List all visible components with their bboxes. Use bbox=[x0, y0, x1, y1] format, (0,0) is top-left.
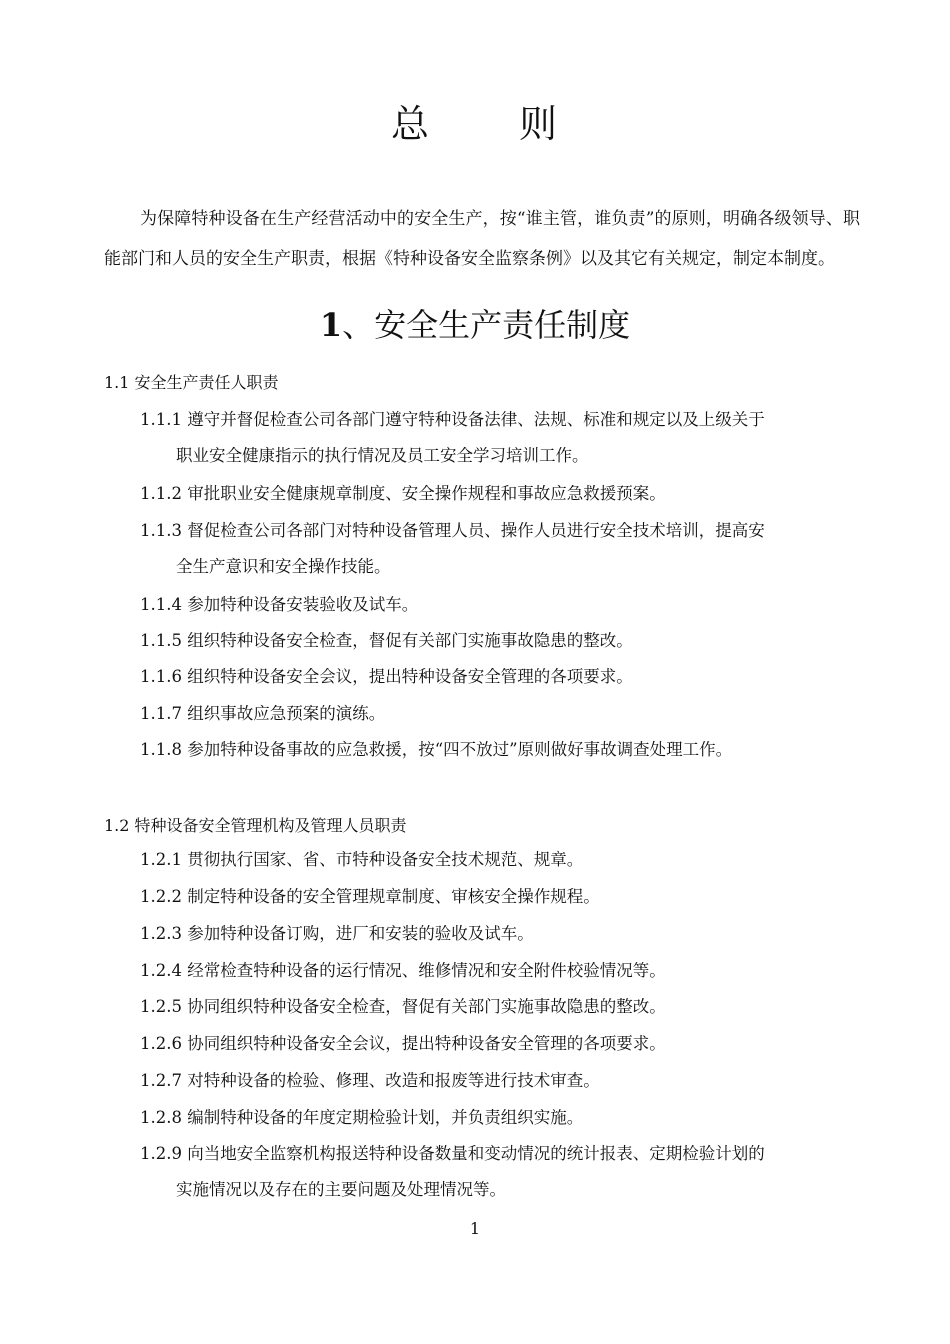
list-item bbox=[140, 476, 862, 512]
title-char-2: 则 bbox=[519, 102, 560, 146]
list-item bbox=[140, 916, 862, 952]
item-line: 1.1.7 组织事故应急预案的演练。 bbox=[140, 704, 386, 723]
item-line: 1.1.5 组织特种设备安全检查，督促有关部门实施事故隐患的整改。 bbox=[140, 631, 633, 650]
item-line-continued: 职业安全健康指示的执行情况及员工安全学习培训工作。 bbox=[176, 446, 589, 465]
section-heading-1-2: 1.2 特种设备安全管理机构及管理人员职责 bbox=[104, 816, 407, 835]
list-item bbox=[140, 659, 862, 695]
section-heading-1-1: 1.1 安全生产责任人职责 bbox=[104, 373, 279, 392]
list-item bbox=[140, 732, 862, 768]
list-item bbox=[140, 402, 862, 474]
item-line: 1.1.2 审批职业安全健康规章制度、安全操作规程和事故应急救援预案。 bbox=[140, 484, 666, 503]
item-line: 1.1.1 遵守并督促检查公司各部门遵守特种设备法律、法规、标准和规定以及上级关于 bbox=[140, 410, 765, 429]
item-line-continued: 全生产意识和安全操作技能。 bbox=[176, 557, 391, 576]
item-line: 1.2.2 制定特种设备的安全管理规章制度、审核安全操作规程。 bbox=[140, 887, 600, 906]
page-number: 1 bbox=[469, 1219, 481, 1238]
list-item bbox=[140, 1063, 862, 1099]
list-item bbox=[140, 1026, 862, 1062]
list-item bbox=[140, 842, 862, 878]
item-line: 1.2.1 贯彻执行国家、省、市特种设备安全技术规范、规章。 bbox=[140, 850, 584, 869]
item-line: 1.2.7 对特种设备的检验、修理、改造和报废等进行技术审查。 bbox=[140, 1071, 600, 1090]
list-item bbox=[140, 1100, 862, 1136]
list-item bbox=[140, 953, 862, 989]
item-line: 1.2.8 编制特种设备的年度定期检验计划，并负责组织实施。 bbox=[140, 1108, 584, 1127]
list-item bbox=[140, 879, 862, 915]
item-line-continued: 实施情况以及存在的主要问题及处理情况等。 bbox=[176, 1180, 506, 1199]
item-line: 1.2.9 向当地安全监察机构报送特种设备数量和变动情况的统计报表、定期检验计划的 bbox=[140, 1144, 765, 1163]
item-line: 1.1.8 参加特种设备事故的应急救援，按“四不放过”原则做好事故调查处理工作。 bbox=[140, 740, 733, 759]
list-item bbox=[140, 696, 862, 732]
list-item bbox=[140, 989, 862, 1025]
chapter-title: 、安全生产责任制度 bbox=[342, 306, 631, 344]
list-item bbox=[140, 1136, 862, 1208]
item-line: 1.2.5 协同组织特种设备安全检查，督促有关部门实施事故隐患的整改。 bbox=[140, 997, 666, 1016]
page-title bbox=[0, 98, 950, 150]
item-line: 1.1.4 参加特种设备安装验收及试车。 bbox=[140, 595, 419, 614]
list-item bbox=[140, 513, 862, 585]
item-line: 1.1.6 组织特种设备安全会议，提出特种设备安全管理的各项要求。 bbox=[140, 667, 633, 686]
list-item bbox=[140, 623, 862, 659]
item-line: 1.2.4 经常检查特种设备的运行情况、维修情况和安全附件校验情况等。 bbox=[140, 961, 666, 980]
item-line: 1.2.3 参加特种设备订购，进厂和安装的验收及试车。 bbox=[140, 924, 534, 943]
item-line: 1.2.6 协同组织特种设备安全会议，提出特种设备安全管理的各项要求。 bbox=[140, 1034, 666, 1053]
title-char-1: 总 bbox=[390, 102, 431, 146]
item-line: 1.1.3 督促检查公司各部门对特种设备管理人员、操作人员进行安全技术培训，提高安 bbox=[140, 521, 765, 540]
list-item bbox=[140, 587, 862, 623]
chapter-number: 1 bbox=[319, 306, 343, 344]
chapter-heading bbox=[0, 300, 950, 350]
intro-paragraph: 为保障特种设备在生产经营活动中的安全生产，按“谁主管，谁负责”的原则，明确各级领导、职能部门和人员的安全生产职责，根据《特种设备安全监察条例》以及其它有关规定，制定本制度。 bbox=[104, 209, 860, 269]
